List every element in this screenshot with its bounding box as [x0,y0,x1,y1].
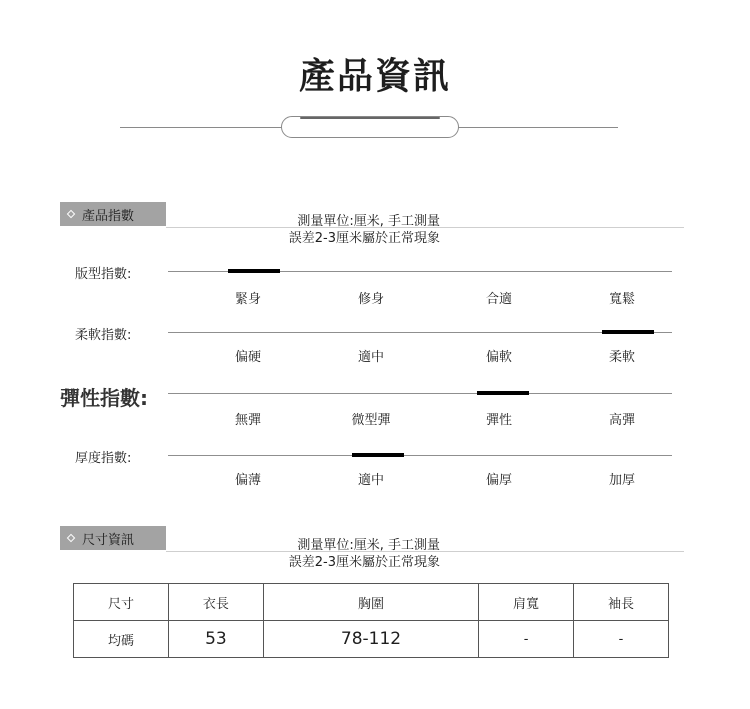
thickness-option: 適中 [357,473,384,488]
table-row [74,621,669,658]
elasticity-option: 高彈 [608,413,635,428]
table-header-row [74,584,669,621]
elasticity-index-label: 彈性指數: [60,386,148,410]
elasticity-option: 彈性 [485,413,512,428]
section-badge-size-info [60,526,166,550]
thickness-option: 偏厚 [485,473,512,488]
elasticity-index-track [168,393,672,394]
thickness-option: 加厚 [608,473,635,488]
size-table [73,583,669,658]
measurement-note-line1: 測量單位:厘米, 手工測量 [297,538,440,553]
section-badge-product-index [60,202,166,226]
table-cell: 78-112 [263,621,478,658]
thickness-option: 偏薄 [234,473,261,488]
page-title: 產品資訊 [298,56,451,97]
table-header-cell: 衣長 [168,584,263,621]
measurement-note-line1: 測量單位:厘米, 手工測量 [297,214,440,229]
softness-index-label: 柔軟指數: [75,328,132,343]
elasticity-index-marker [477,391,529,395]
table-header-cell: 袖長 [574,584,669,621]
title-divider-right [458,127,618,128]
thickness-index-marker [352,453,404,457]
table-cell: - [479,621,574,658]
table-header-cell: 肩寬 [479,584,574,621]
softness-option: 偏軟 [485,350,512,365]
softness-option: 適中 [357,350,384,365]
softness-option: 柔軟 [608,350,635,365]
elasticity-option: 微型彈 [351,413,391,428]
fit-option: 合適 [485,292,512,307]
table-header-cell: 尺寸 [74,584,169,621]
diamond-icon [67,210,75,218]
table-cell: - [574,621,669,658]
softness-index-marker [602,330,654,334]
fit-option: 修身 [357,292,384,307]
measurement-note-line2: 誤差2-3厘米屬於正常現象 [288,231,440,246]
fit-option: 緊身 [234,292,261,307]
table-cell: 53 [168,621,263,658]
fit-index-label: 版型指數: [75,267,132,282]
section-badge-label: 產品指數 [82,208,135,224]
thickness-index-label: 厚度指數: [75,451,132,466]
softness-index-track [168,332,672,333]
measurement-note-line2: 誤差2-3厘米屬於正常現象 [288,555,440,570]
fit-index-marker [228,269,280,273]
table-header-cell: 胸圍 [263,584,478,621]
thickness-index-track [168,455,672,456]
title-ornament [281,116,459,138]
section-badge-label: 尺寸資訊 [82,532,135,548]
elasticity-option: 無彈 [234,413,261,428]
softness-option: 偏硬 [234,350,261,365]
fit-option: 寬鬆 [608,292,635,307]
table-cell: 均碼 [74,621,169,658]
diamond-icon [67,534,75,542]
title-divider-left [120,127,282,128]
